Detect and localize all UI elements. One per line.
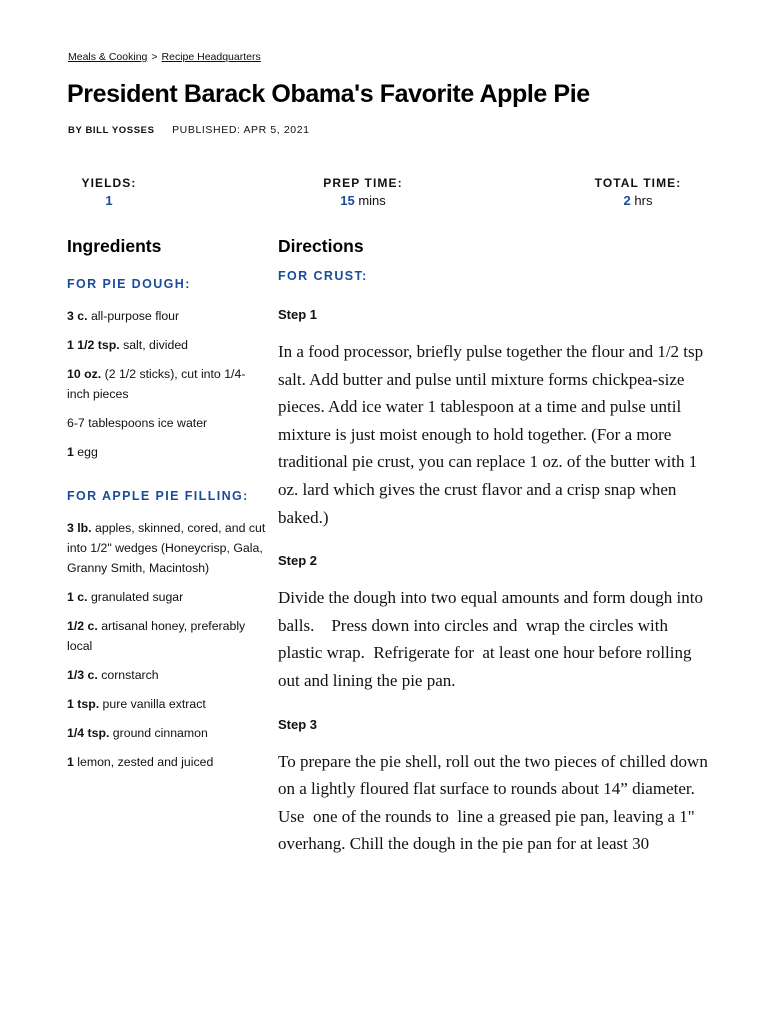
ingredient-text: artisanal honey, preferably local: [67, 619, 246, 653]
directions-heading: Directions: [278, 236, 364, 256]
ingredient-item: [67, 335, 267, 355]
author-byline[interactable]: BY BILL YOSSES: [68, 125, 155, 136]
ingredient-item: [67, 665, 267, 685]
ingredient-qty: 1/3 c.: [67, 668, 98, 682]
ingredient-text: all-purpose flour: [90, 309, 180, 323]
breadcrumb-separator: >: [151, 51, 158, 63]
ingredient-text: cornstarch: [101, 668, 159, 682]
ingredient-text: pure vanilla extract: [102, 697, 206, 711]
byline: [68, 124, 310, 136]
pie-dough-section-title: FOR PIE DOUGH:: [67, 277, 191, 291]
ingredient-qty: 1/4 tsp.: [67, 726, 110, 740]
step-label: Step 2: [278, 553, 318, 569]
ingredient-text: ground cinnamon: [112, 726, 208, 740]
total-time-value: 2: [623, 193, 631, 208]
prep-time-value: 15: [340, 193, 355, 208]
ingredient-qty: 3 c.: [67, 309, 88, 323]
ingredient-item: [67, 306, 267, 326]
yields-block: [72, 176, 146, 208]
ingredients-panel: [67, 236, 267, 772]
ingredient-qty: 1/2 c.: [67, 619, 98, 633]
ingredient-text: 6-7 tablespoons ice water: [67, 416, 208, 430]
page-title: President Barack Obama's Favorite Apple Pie: [67, 80, 590, 108]
yields-value: 1: [105, 193, 113, 208]
ingredient-qty: 10 oz.: [67, 367, 102, 381]
breadcrumb-link-recipe-headquarters[interactable]: Recipe Headquarters: [161, 51, 261, 63]
ingredient-text: granulated sugar: [90, 590, 184, 604]
apple-filling-list: [67, 518, 267, 772]
total-time-unit: hrs: [634, 193, 653, 208]
step-text: To prepare the pie shell, roll out the two pieces of chilled down on a lightly floured flat surface to rounds about 14” diameter. Use one of the rounds to line a greased pie pan, leaving a 1" overhang. Chill the dough in the pie pan for at least 30: [278, 751, 717, 854]
apple-filling-section-title: FOR APPLE PIE FILLING:: [67, 489, 249, 503]
directions-panel: [278, 236, 717, 858]
yields-label: YIELDS:: [81, 176, 137, 190]
prep-time-unit: mins: [358, 193, 386, 208]
ingredient-text: apples, skinned, cored, and cut into 1/2" wedges (Honeycrisp, Gala, Granny Smith, Macintosh): [67, 521, 266, 575]
ingredient-item: [67, 752, 267, 772]
step-text: Divide the dough into two equal amounts and form dough into balls. Press down into circles and wrap the circles with plastic wrap. Refrigerate for at least one hour before rolling out and lining the pie pan.: [278, 588, 708, 690]
ingredients-heading: Ingredients: [67, 236, 162, 256]
ingredient-qty: 1: [67, 755, 74, 769]
ingredient-text: salt, divided: [123, 338, 188, 352]
breadcrumb-link-meals-cooking[interactable]: Meals & Cooking: [68, 51, 148, 63]
ingredient-text: lemon, zested and juiced: [77, 755, 214, 769]
step-text: In a food processor, briefly pulse together the flour and 1/2 tsp salt. Add butter and pulse until mixture forms chickpea-size pieces. Add ice water 1 tablespoon at a time and pulse until mixture is just moist enough to hold together. (For a more traditional pie crust, you can replace 1 oz. of the butter with 1 oz. lard which gives the crust flavor and a crisp snap when baked.): [278, 342, 712, 527]
ingredient-item: [67, 587, 267, 607]
total-time-block: [582, 176, 694, 208]
ingredient-item: [67, 616, 267, 656]
ingredient-item: [67, 442, 267, 462]
ingredient-qty: 1: [67, 445, 74, 459]
ingredient-item: [67, 723, 267, 743]
total-time-label: TOTAL TIME:: [594, 176, 682, 190]
step-label: Step 1: [278, 307, 318, 322]
pie-dough-list: [67, 306, 267, 462]
ingredient-item: [67, 518, 267, 578]
breadcrumb: [68, 51, 261, 63]
ingredient-qty: 1 tsp.: [67, 697, 100, 711]
published-date: PUBLISHED: APR 5, 2021: [172, 124, 310, 136]
prep-time-block: [310, 176, 416, 208]
ingredient-qty: 1 1/2 tsp.: [67, 338, 120, 352]
crust-section-title: FOR CRUST:: [278, 269, 368, 283]
step-label: Step 3: [278, 716, 318, 732]
ingredient-text: egg: [77, 445, 98, 459]
prep-time-label: PREP TIME:: [323, 176, 403, 190]
ingredient-qty: 1 c.: [67, 590, 88, 604]
ingredient-text: (2 1/2 sticks), cut into 1/4-inch pieces: [67, 367, 246, 401]
ingredient-item: [67, 364, 267, 404]
ingredient-qty: 3 lb.: [67, 521, 92, 535]
ingredient-item: [67, 413, 267, 433]
ingredient-item: [67, 694, 267, 714]
